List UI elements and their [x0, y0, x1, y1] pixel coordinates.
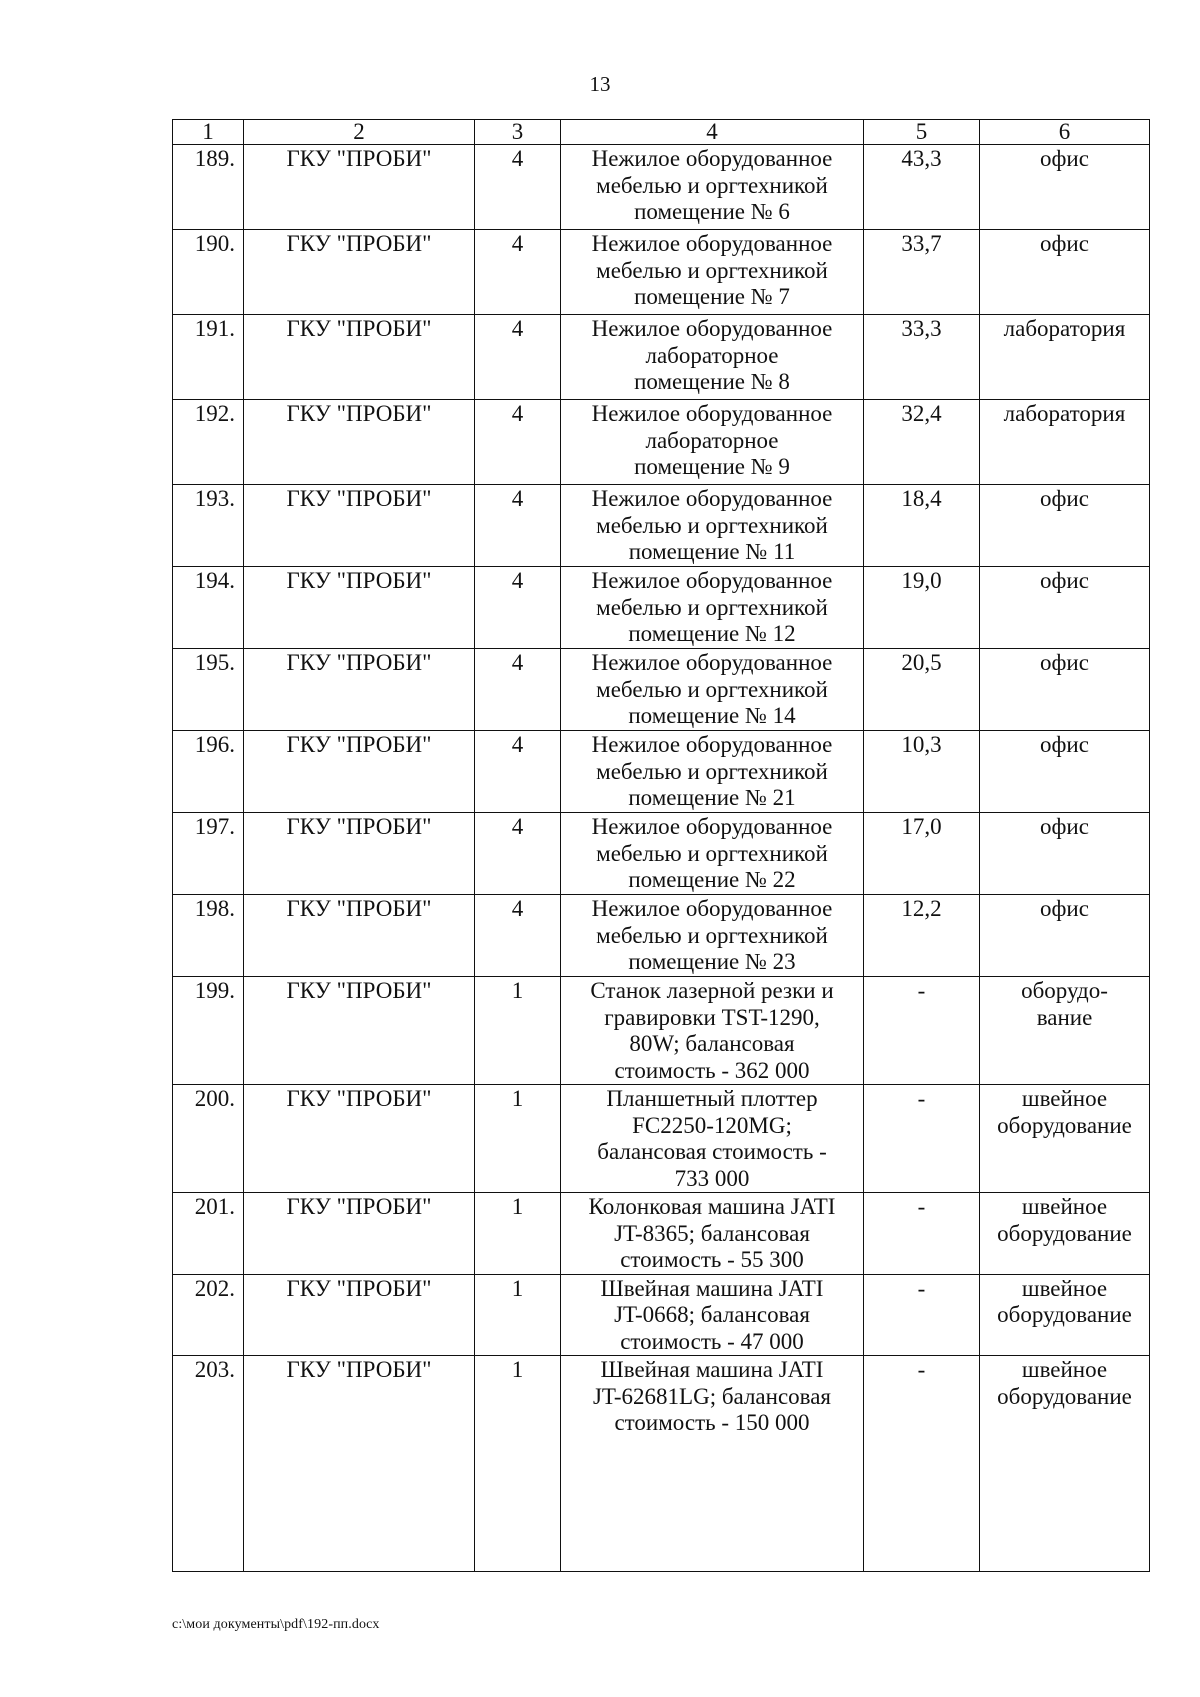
table-row: [173, 145, 1150, 230]
table-row: [173, 977, 1150, 1085]
floor-cell: 1: [475, 1356, 561, 1572]
floor-cell: 1: [475, 977, 561, 1085]
row-number: 192.: [173, 400, 244, 485]
floor-cell: 1: [475, 1085, 561, 1193]
table-row: [173, 1356, 1150, 1572]
purpose-cell: лаборатория: [980, 315, 1150, 400]
area-cell: 18,4: [864, 485, 980, 567]
holder-cell: ГКУ "ПРОБИ": [244, 567, 475, 649]
purpose-cell: офис: [980, 230, 1150, 315]
floor-cell: 1: [475, 1274, 561, 1356]
purpose-cell: швейное оборудование: [980, 1193, 1150, 1275]
floor-cell: 4: [475, 145, 561, 230]
purpose-cell: офис: [980, 649, 1150, 731]
purpose-cell: офис: [980, 895, 1150, 977]
row-number: 189.: [173, 145, 244, 230]
row-number: 196.: [173, 731, 244, 813]
purpose-cell: офис: [980, 485, 1150, 567]
holder-cell: ГКУ "ПРОБИ": [244, 1193, 475, 1275]
description-cell: Швейная машина JATI JT-62681LG; балансовая стоимость - 150 000: [561, 1356, 864, 1572]
holder-cell: ГКУ "ПРОБИ": [244, 895, 475, 977]
floor-cell: 4: [475, 230, 561, 315]
area-cell: -: [864, 1356, 980, 1572]
description-cell: Нежилое оборудованное мебелью и оргтехникой помещение № 6: [561, 145, 864, 230]
description-cell: Нежилое оборудованное мебелью и оргтехникой помещение № 12: [561, 567, 864, 649]
holder-cell: ГКУ "ПРОБИ": [244, 813, 475, 895]
floor-cell: 4: [475, 813, 561, 895]
purpose-cell: оборудо-вание: [980, 977, 1150, 1085]
table-row: [173, 230, 1150, 315]
table-row: [173, 485, 1150, 567]
area-cell: 19,0: [864, 567, 980, 649]
area-cell: -: [864, 977, 980, 1085]
holder-cell: ГКУ "ПРОБИ": [244, 1085, 475, 1193]
area-cell: -: [864, 1193, 980, 1275]
column-header: 6: [980, 120, 1150, 145]
holder-cell: ГКУ "ПРОБИ": [244, 485, 475, 567]
floor-cell: 4: [475, 400, 561, 485]
table-row: [173, 1274, 1150, 1356]
table-row: [173, 1193, 1150, 1275]
floor-cell: 4: [475, 649, 561, 731]
purpose-cell: офис: [980, 145, 1150, 230]
holder-cell: ГКУ "ПРОБИ": [244, 649, 475, 731]
row-number: 197.: [173, 813, 244, 895]
table-row: [173, 895, 1150, 977]
row-number: 203.: [173, 1356, 244, 1572]
holder-cell: ГКУ "ПРОБИ": [244, 977, 475, 1085]
description-cell: Нежилое оборудованное мебелью и оргтехникой помещение № 14: [561, 649, 864, 731]
purpose-cell: швейное оборудование: [980, 1274, 1150, 1356]
area-cell: 43,3: [864, 145, 980, 230]
page-number: 13: [589, 72, 611, 96]
table-row: [173, 649, 1150, 731]
floor-cell: 4: [475, 315, 561, 400]
table-row: [173, 400, 1150, 485]
holder-cell: ГКУ "ПРОБИ": [244, 315, 475, 400]
area-cell: 17,0: [864, 813, 980, 895]
description-cell: Нежилое оборудованное мебелью и оргтехникой помещение № 23: [561, 895, 864, 977]
column-header: 3: [475, 120, 561, 145]
column-header: 1: [173, 120, 244, 145]
row-number: 202.: [173, 1274, 244, 1356]
purpose-cell: швейное оборудование: [980, 1356, 1150, 1572]
holder-cell: ГКУ "ПРОБИ": [244, 1356, 475, 1572]
row-number: 199.: [173, 977, 244, 1085]
description-cell: Нежилое оборудованное мебелью и оргтехникой помещение № 7: [561, 230, 864, 315]
description-cell: Планшетный плоттер FC2250-120MG; балансовая стоимость - 733 000: [561, 1085, 864, 1193]
description-cell: Колонковая машина JATI JT-8365; балансовая стоимость - 55 300: [561, 1193, 864, 1275]
area-cell: 12,2: [864, 895, 980, 977]
row-number: 191.: [173, 315, 244, 400]
row-number: 200.: [173, 1085, 244, 1193]
floor-cell: 4: [475, 567, 561, 649]
row-number: 198.: [173, 895, 244, 977]
description-cell: Швейная машина JATI JT-0668; балансовая стоимость - 47 000: [561, 1274, 864, 1356]
purpose-cell: лаборатория: [980, 400, 1150, 485]
purpose-cell: швейное оборудование: [980, 1085, 1150, 1193]
column-header: 2: [244, 120, 475, 145]
table-row: [173, 731, 1150, 813]
holder-cell: ГКУ "ПРОБИ": [244, 731, 475, 813]
column-header: 5: [864, 120, 980, 145]
area-cell: -: [864, 1085, 980, 1193]
table-row: [173, 567, 1150, 649]
column-number-row: [173, 120, 1150, 145]
description-cell: Нежилое оборудованное мебелью и оргтехникой помещение № 22: [561, 813, 864, 895]
row-number: 190.: [173, 230, 244, 315]
holder-cell: ГКУ "ПРОБИ": [244, 400, 475, 485]
description-cell: Станок лазерной резки и гравировки TST-1290, 80W; балансовая стоимость - 362 000: [561, 977, 864, 1085]
holder-cell: ГКУ "ПРОБИ": [244, 230, 475, 315]
row-number: 194.: [173, 567, 244, 649]
property-table: [172, 119, 1150, 1572]
area-cell: 32,4: [864, 400, 980, 485]
area-cell: 33,7: [864, 230, 980, 315]
description-cell: Нежилое оборудованное мебелью и оргтехникой помещение № 11: [561, 485, 864, 567]
area-cell: 33,3: [864, 315, 980, 400]
table-row: [173, 1085, 1150, 1193]
holder-cell: ГКУ "ПРОБИ": [244, 1274, 475, 1356]
description-cell: Нежилое оборудованное лабораторное помещение № 8: [561, 315, 864, 400]
row-number: 193.: [173, 485, 244, 567]
purpose-cell: офис: [980, 567, 1150, 649]
row-number: 195.: [173, 649, 244, 731]
floor-cell: 4: [475, 731, 561, 813]
area-cell: 20,5: [864, 649, 980, 731]
description-cell: Нежилое оборудованное лабораторное помещение № 9: [561, 400, 864, 485]
file-path-footer: c:\мои документы\pdf\192-пп.docx: [172, 1617, 380, 1632]
area-cell: -: [864, 1274, 980, 1356]
table-row: [173, 813, 1150, 895]
floor-cell: 4: [475, 485, 561, 567]
floor-cell: 4: [475, 895, 561, 977]
column-header: 4: [561, 120, 864, 145]
description-cell: Нежилое оборудованное мебелью и оргтехникой помещение № 21: [561, 731, 864, 813]
purpose-cell: офис: [980, 731, 1150, 813]
area-cell: 10,3: [864, 731, 980, 813]
floor-cell: 1: [475, 1193, 561, 1275]
holder-cell: ГКУ "ПРОБИ": [244, 145, 475, 230]
row-number: 201.: [173, 1193, 244, 1275]
table-row: [173, 315, 1150, 400]
purpose-cell: офис: [980, 813, 1150, 895]
